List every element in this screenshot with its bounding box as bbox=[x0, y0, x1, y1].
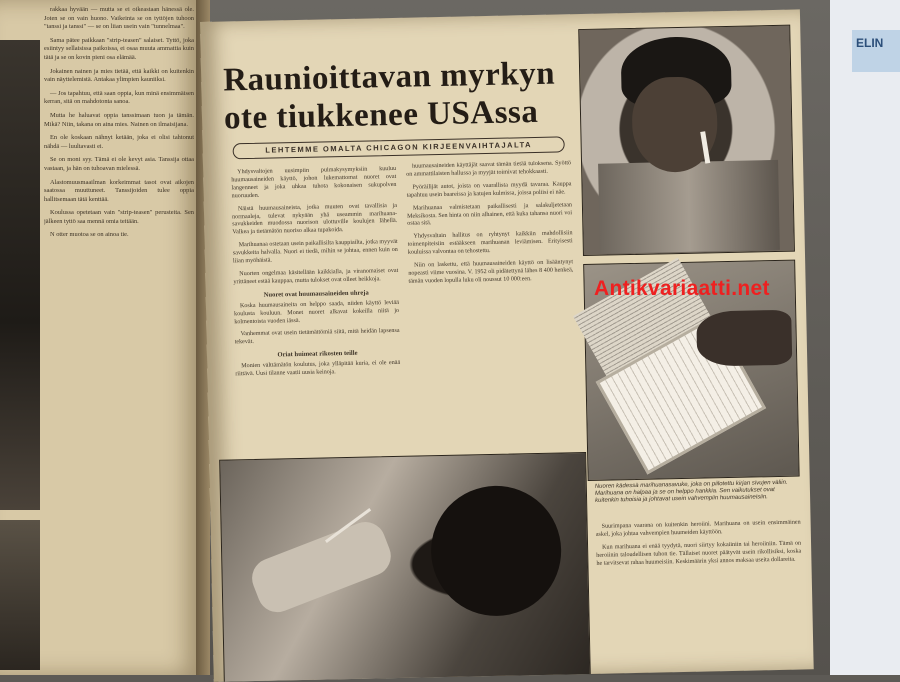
paragraph: Mutta he haluavat oppia tanssimaan tuon ja tämän. Mikä? Niin, takana on aina mies. Nainen on ilmaisijana. bbox=[44, 111, 194, 128]
paragraph: Koulussa opetetaan vain "strip-teasen" perusteita. Sen jälkeen tyttö saa mennä omia teitään. bbox=[44, 209, 194, 225]
article-column-3 bbox=[596, 520, 804, 674]
paragraph: Alastomuusmaailman korkeimmat tasot ovat aikojen saatossa muuttuneet. Tanssijoiden tulee oppia hallitsemaan tätä kenttää. bbox=[44, 178, 194, 203]
paragraph: Koska huumausaineita on helppo saada, niiden käyttö leviää koulusta kouluun. Monet nuoret alkavat kokeilla niitä jo kolmentoista vuoden iässä. bbox=[234, 299, 400, 325]
paragraph: Yhdysvaltain hallitus on ryhtynyt kaikkiin mahdollisiin toimenpiteisiin estääkseen marihuanan leviämisen. Erityisesti kouluissa valvontaa on tehostettu. bbox=[407, 230, 573, 256]
paragraph: Kun marihuana ei enää tyydytä, nuori siirtyy kokaiiniin tai heroiiniin. Tämä on heroiinin taloudellisen tuhon tie. Tällaiset nuoret päätyvät usein rikollisiksi, koska he tarvitsevat rahaa huumeisiin. Keskimäärin yksi annos maksaa useita dollareita. bbox=[596, 540, 802, 567]
paragraph: Marihuanaa valmistetaan paikallisesti ja salakuljetetaan Meksikosta. Sen hinta on niin alhainen, että kuka tahansa nuori voi ostaa sitä. bbox=[407, 201, 573, 228]
paragraph: Vanhemmat ovat usein tietämättömiä siitä, mitä heidän lapsensa tekevät. bbox=[234, 328, 400, 346]
left-page bbox=[0, 0, 205, 675]
background-paper bbox=[830, 0, 900, 675]
photo-coat bbox=[598, 160, 780, 254]
paragraph: Nuorten ongelmaa käsitellään kaikkialla, ja viranomaiset ovat yrittäneet estää kauppaa, mutta tulokset ovat olleet heikkoja. bbox=[233, 267, 399, 286]
background-label-text: ELIN bbox=[856, 36, 884, 50]
paragraph: Sama pätee paikkaan "strip-teasen" salaiset. Tyttö, joka esiintyy sellaisissa paikoissa, ei osaa muuta ammattia kuin tätä ja se on kovin pieni osa elämää. bbox=[44, 36, 194, 61]
paragraph: Monien välttämätön koulutus, joka ylläpitää kuria, ei ole enää riittävä. Uusi tilanne vaatii uusia keinoja. bbox=[235, 360, 401, 378]
paragraph: Pyöräilijät autot, joista on vaarallista myydä tavaraa. Kauppa tapahtuu usein baareissa ja katujen kulmissa, joissa poliisi ei näe. bbox=[406, 181, 572, 199]
byline: LEHTEMME OMALTA CHICAGON KIRJEENVAIHTAJALTA bbox=[233, 136, 565, 159]
headline-line-1: Raunioittavan myrkyn bbox=[222, 55, 556, 99]
photo-hand bbox=[696, 310, 792, 367]
paragraph: Marihuanaa ostetaan usein paikallisilta kauppiailta, jotka myyvät savukkeita halvalla. Nuori ei tiedä, mihin se johtaa, ennen kuin on liian myöhäistä. bbox=[232, 239, 398, 265]
left-page-photo bbox=[0, 40, 40, 510]
paragraph: En ole koskaan nähnyt ketään, joka ei olisi tahtonut nähdä — luultavasti ei. bbox=[44, 134, 194, 150]
paragraph: — Jos tapahtuu, että saan oppia, kun minä ensimmäisen kerran, sitä on mahdotonta sanoa. bbox=[44, 89, 194, 106]
paragraph: Yhdysvaltojen uusimpiin pulmakysymyksiin kuuluu huumausaineiden käyttö, johon lukemattomat nuoret ovat langenneet ja joka uhkaa tuhota kokonaisen sukupolven nuoruuden. bbox=[231, 165, 397, 200]
left-page-text-column bbox=[44, 6, 194, 671]
paragraph: Suurimpana vaarana on kuitenkin heroiini. Marihuana on usein ensimmäinen askel, joka johtaa vahvempien huumeiden käyttöön. bbox=[595, 519, 801, 538]
paragraph: Jokainen nainen ja mies tietää, että kaikki on kuitenkin vain näyttelemistä. Antakaa ylimpien kauniiksi. bbox=[44, 67, 194, 84]
subheading: Nuoret ovat huumausaineiden uhreja bbox=[263, 289, 369, 299]
right-page bbox=[200, 9, 814, 681]
article-column-1 bbox=[231, 166, 402, 479]
paragraph: Niin on laskettu, että huumausaineiden käyttö on lisääntynyt nopeasti viime vuosina. V. 1952 oli pidätettynä lähes 8 400 henkeä, tämän vuoden lopulla luku oli noussut 10 000:een. bbox=[408, 259, 574, 285]
left-page-photo-bottom bbox=[0, 520, 40, 670]
photo-caption: Nuoren kädessä marihuanasavuke, joka on piilotettu kirjan sivujen väliin. Marihuana on halpaa ja se on helppo hankkia. Sen vaikutukset ovat kuitenkin tuhoisia ja johtavat usein vahvempiin huumausaineisiin. bbox=[594, 479, 788, 505]
paragraph: rakkaa hyvään — mutta se ei oikeastaan hänessä ole. Joten se on vain huono. Vaikeinta se on tyttöjen tuhoon "tanssi ja tanssi" — se on liian usein vain "tunnelmaa". bbox=[44, 6, 194, 31]
article-headline bbox=[223, 54, 575, 137]
paragraph: huumausaineiden käyttäjät saavat tämän tietää tuloksena. Syöttö on ammattilaisten hallussa ja myyjät toimivat tehokkaasti. bbox=[406, 160, 572, 178]
headline-line-2: ote tiukkenee USAssa bbox=[223, 93, 539, 137]
article-column-2 bbox=[406, 160, 577, 473]
watermark: Antikvariaatti.net bbox=[594, 277, 770, 300]
subheading: Oriat huimeat rikosten teille bbox=[277, 349, 358, 359]
paragraph: Se on moni syy. Tämä ei ole kevyt asia. Tanssija ottaa vastaan, ja hän on tuhoavan mielessä. bbox=[44, 156, 194, 172]
paragraph: N otter muotoa se on ainoa tie. bbox=[50, 231, 129, 239]
paragraph: Näistä huumausaineista, jotka muuten ovat tavallisia ja normaaleja, tulevat nykyään yhä useammin marihuana-savukkeiden muodossa nuorison ulottuville koulujen lähellä. Valkea ja tietämätön nuoriso alkaa tupakoida. bbox=[232, 202, 398, 236]
